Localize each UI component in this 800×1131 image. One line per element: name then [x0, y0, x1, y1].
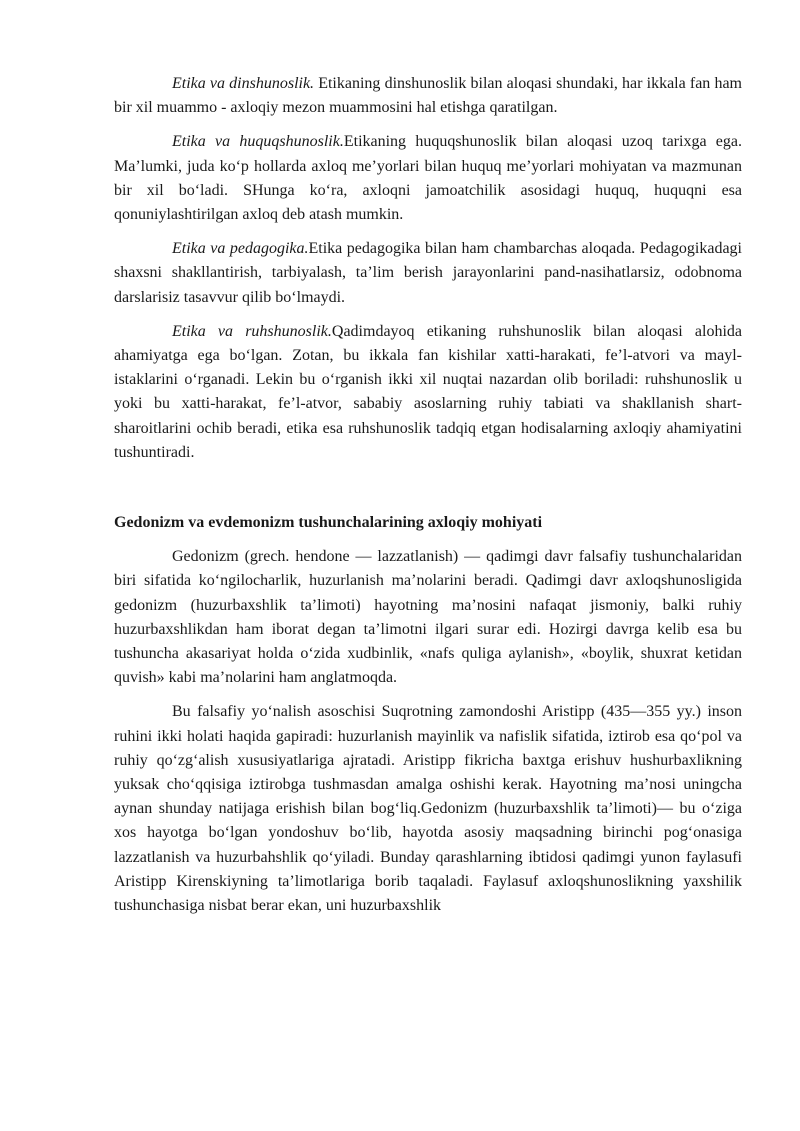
document-page — [114, 72, 742, 928]
paragraph-text: Qadimdayoq etikaning ruhshunoslik bilan aloqasi alohida ahamiyatga ega bo‘lgan. Zotan, bu ikkala fan kishilar xatti-harakati, fe’l-atvori va mayl-istaklarini o‘rganadi. Lekin bu o‘rganish ikki xil nuqtai nazardan olib boriladi: ruhshunoslik u yoki bu xatti-harakat, fe’l-atvor, sababiy asoslarning ruhiy tabiati va shakllanish shart-sharoitlarini ochib beradi, etika esa ruhshunoslik tadqiq etgan hodisalarning axloqiy ahamiyatini tushuntiradi. — [114, 322, 743, 461]
paragraph-term: Etika va pedagogika. — [172, 240, 309, 258]
paragraph-aristippus: Bu falsafiy yo‘nalish asoschisi Suqrotning zamondoshi Aristipp (435—355 yy.) inson ruhini ikki holati haqida gapiradi: huzurlanish mayinlik va nafislik sifatida, iztirob esa qo‘pol va ruhiy qo‘zg‘alish xususiyatlariga ajratadi. Aristipp fikricha baxtga erishuv hushurbaxlikning yuksak cho‘qqisiga iztirobga tushmasdan amalga oshishi kerak. Hayotning ma’nosi uningcha aynan shunday natijaga erishish bilan bog‘liq.Gedonizm (huzurbaxshlik ta’limoti)— bu o‘ziga xos hayotga bo‘lgan yondoshuv bo‘lib, hayotda asosiy maqsadning birinchi pog‘onasiga lazzatlanish va huzurbahshlik qo‘yiladi. Bunday qarashlarning ibtidosi qadimgi yunon faylasufi Aristipp Kirenskiyning ta’limotlariga borib taqaladi. Faylasuf axloqshunoslikning yaxshilik tushunchasiga nisbat berar ekan, uni huzurbaxshlik — [114, 703, 742, 915]
paragraph-term: Etika va dinshunoslik. — [172, 75, 315, 92]
paragraph-ethics-law — [114, 130, 742, 227]
paragraph-term: Etika va ruhshunoslik. — [172, 322, 332, 340]
paragraph-text: Etikaning dinshunoslik bilan aloqasi shundaki, har ikkala fan ham bir xil muammo - axloqiy mezon muammosini hal etishga qaratilgan. — [114, 75, 742, 117]
paragraph-text: Etikaning huquqshunoslik bilan aloqasi uzoq tarixga ega. Ma’lumki, juda ko‘p hollarda axloq me’yorlari bilan huquq me’yorlari mohiyatan va mazmunan bir xil bo‘ladi. SHunga ko‘ra, axloqni jamoatchilik asosidagi huquq, huquqni esa qonuniylashtirilgan axloq deb atash mumkin. — [114, 133, 743, 224]
paragraph-ethics-psychology — [114, 320, 742, 465]
paragraph-ethics-pedagogy — [114, 237, 742, 310]
paragraph-hedonism-definition: Gedonizm (grech. hendone — lazzatlanish) — qadimgi davr falsafiy tushunchalaridan biri sifatida ko‘ngilocharlik, huzurlanish ma’nolarini beradi. Qadimgi davr axloqshunosligida gedonizm (huzurbaxshlik ta’limoti) hayotning ma’nosini nafaqat jismoniy, balki ruhiy huzurbaxshlikdan ham iborat degan ta’limotni ilgari surar edi. Hozirgi davrga kelib esa bu tushuncha akasariyat holda o‘zida xudbinlik, «nafs quliga aylanish», «boylik, shuxrat ketidan quvish» kabi ma’nolarini ham anglatmoqda. — [114, 548, 742, 687]
paragraph-text: Etika pedagogika bilan ham chambarchas aloqada. Pedagogikadagi shaxsni shakllantirish, tarbiyalash, ta’lim berish jarayonlarini pand-nasihatlarsiz, odobnoma darslarisiz tasavvur qilib bo‘lmaydi. — [114, 240, 742, 306]
paragraph-ethics-religion — [114, 72, 742, 120]
paragraph-term: Etika va huquqshunoslik. — [172, 133, 344, 151]
section-heading: Gedonizm va evdemonizm tushunchalarining axloqiy mohiyati — [114, 514, 543, 532]
